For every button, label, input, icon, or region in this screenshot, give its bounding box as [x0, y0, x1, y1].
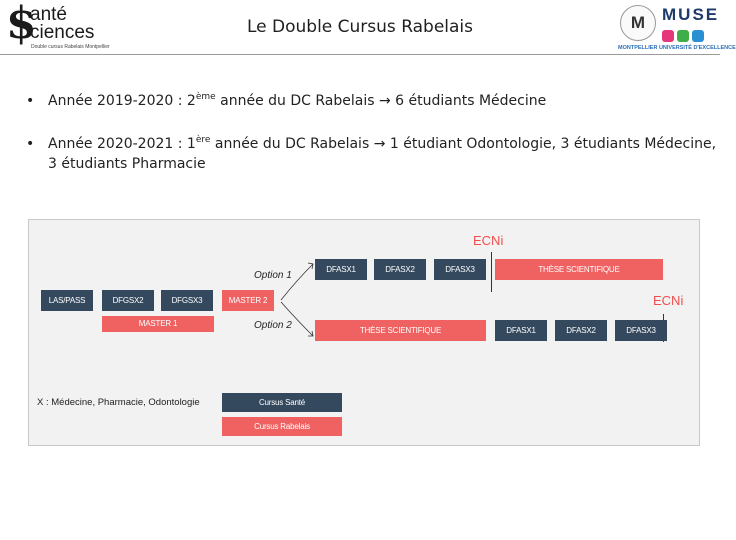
blue-square-icon	[692, 30, 704, 42]
ecni-label-bottom: ECNi	[653, 293, 684, 308]
option-1-box-dfasx2: DFASX2	[374, 259, 426, 280]
box-master-2: MASTER 2	[222, 290, 274, 311]
bullet-text-end: 1 étudiant Odontologie, 3 étudiants Médecine, 3 étudiants Pharmacie	[48, 136, 717, 172]
bullet-text-end: 6 étudiants Médecine	[390, 93, 547, 109]
pink-square-icon	[662, 30, 674, 42]
arrow-icon: →	[378, 93, 391, 109]
bullet-text-start: Année 2020-2021 : 1	[48, 136, 196, 152]
logo-mark: $	[6, 0, 37, 49]
option-2-box-dfasx2: DFASX2	[555, 320, 607, 341]
bullet-text-middle: année du DC Rabelais	[210, 136, 374, 152]
cursus-diagram	[28, 219, 700, 446]
box-las-pass: LAS/PASS	[41, 290, 93, 311]
option-1-box-dfasx1: DFASX1	[315, 259, 367, 280]
logo-tagline: Double cursus Rabelais Montpellier	[31, 44, 110, 50]
legend-cursus-rabelais: Cursus Rabelais	[222, 417, 342, 436]
option-1-box-these: THÈSE SCIENTIFIQUE	[495, 259, 663, 280]
legend-x-meaning: X : Médecine, Pharmacie, Odontologie	[37, 397, 200, 408]
option-2-box-these: THÈSE SCIENTIFIQUE	[315, 320, 486, 341]
slide-title: Le Double Cursus Rabelais	[246, 17, 474, 37]
option-2-box-dfasx1: DFASX1	[495, 320, 547, 341]
box-master-1: MASTER 1	[102, 316, 214, 332]
bullet-item	[22, 134, 728, 174]
bullet-superscript: ère	[195, 135, 211, 145]
option-2-label: Option 2	[254, 320, 292, 331]
bullet-marker: •	[26, 93, 35, 109]
ecni-marker-top	[491, 252, 492, 292]
box-dfgsx3: DFGSX3	[161, 290, 213, 311]
muse-logo	[618, 3, 736, 53]
university-emblem-icon: M	[620, 5, 656, 41]
muse-wordmark: MUSE	[662, 5, 720, 24]
bullet-text-start: Année 2019-2020 : 2	[48, 93, 196, 109]
bullet-superscript: ème	[195, 92, 216, 102]
option-1-box-dfasx3: DFASX3	[434, 259, 486, 280]
header-divider	[0, 54, 720, 55]
ecni-label-top: ECNi	[473, 233, 504, 248]
logo-word-2: ciences	[30, 22, 95, 43]
bullet-text-middle: année du DC Rabelais	[215, 93, 379, 109]
option-2-box-dfasx3: DFASX3	[615, 320, 667, 341]
bullet-marker: •	[26, 136, 35, 152]
legend-cursus-sante: Cursus Santé	[222, 393, 342, 412]
muse-color-squares	[662, 29, 716, 43]
box-dfgsx2: DFGSX2	[102, 290, 154, 311]
option-1-label: Option 1	[254, 270, 292, 281]
green-square-icon	[677, 30, 689, 42]
muse-subtitle: MONTPELLIER UNIVERSITÉ D'EXCELLENCE	[618, 45, 736, 51]
logo-word-1: anté	[30, 4, 67, 25]
slide-header	[0, 0, 736, 56]
arrow-icon: →	[373, 136, 386, 152]
bullet-item	[22, 91, 728, 111]
